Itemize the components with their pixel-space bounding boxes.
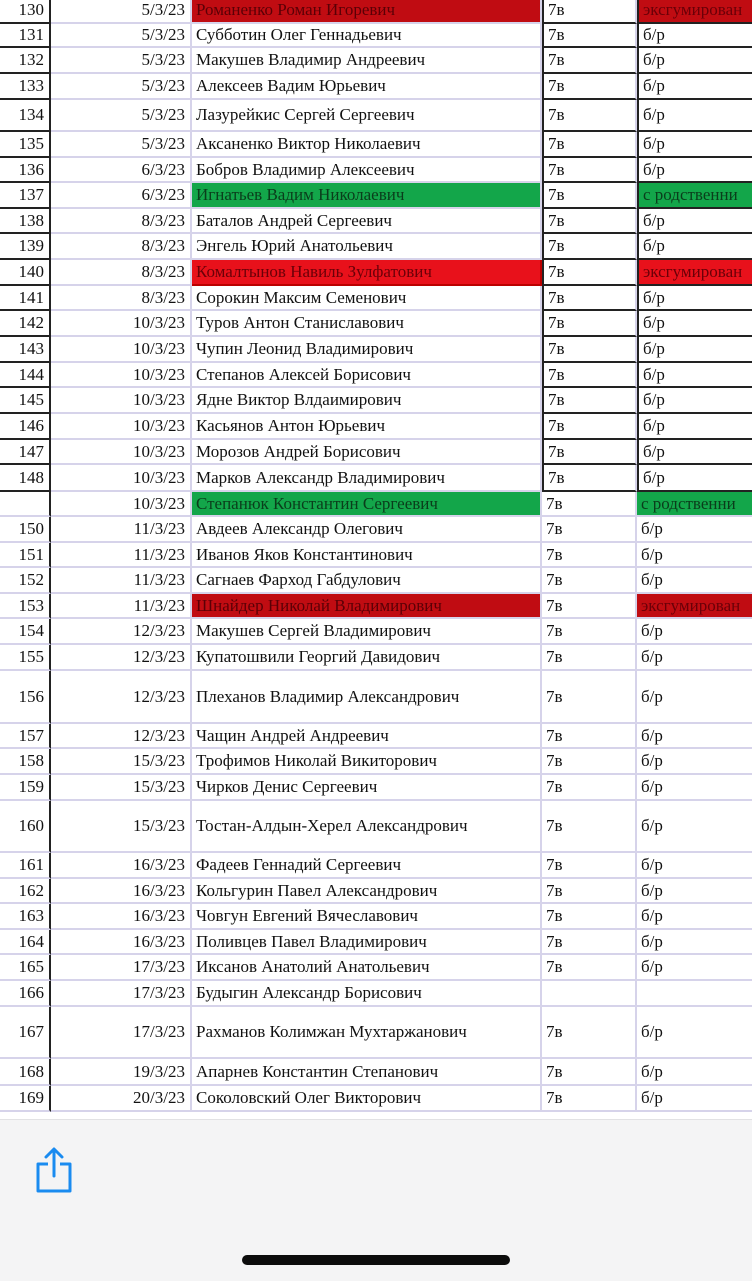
name-cell[interactable]: Степанюк Константин Сергеевич xyxy=(192,492,542,517)
category-cell[interactable]: 7в xyxy=(542,879,637,904)
category-cell[interactable]: 7в xyxy=(542,48,637,74)
date-cell[interactable]: 5/3/23 xyxy=(51,132,192,158)
name-cell[interactable]: Човгун Евгений Вячеславович xyxy=(192,904,542,930)
date-cell[interactable]: 11/3/23 xyxy=(51,594,192,619)
table-row[interactable] xyxy=(0,904,752,930)
table-row[interactable] xyxy=(0,158,752,183)
date-cell[interactable]: 8/3/23 xyxy=(51,260,192,286)
row-number-cell[interactable]: 133 xyxy=(0,74,51,100)
name-cell[interactable]: Плеханов Владимир Александрович xyxy=(192,671,542,724)
date-cell[interactable]: 5/3/23 xyxy=(51,0,192,24)
status-cell[interactable]: эксгумирован xyxy=(637,260,752,286)
status-cell[interactable]: б/р xyxy=(637,853,752,879)
status-cell[interactable]: б/р xyxy=(637,930,752,955)
status-cell[interactable]: б/р xyxy=(637,363,752,388)
date-cell[interactable]: 10/3/23 xyxy=(51,337,192,363)
row-number-cell[interactable]: 140 xyxy=(0,260,51,286)
category-cell[interactable]: 7в xyxy=(542,853,637,879)
row-number-cell[interactable]: 167 xyxy=(0,1007,51,1059)
status-cell[interactable]: б/р xyxy=(637,955,752,981)
date-cell[interactable]: 11/3/23 xyxy=(51,568,192,594)
row-number-cell[interactable]: 138 xyxy=(0,209,51,234)
name-cell[interactable]: Тостан-Алдын-Херел Александрович xyxy=(192,801,542,853)
name-cell[interactable]: Кольгурин Павел Александрович xyxy=(192,879,542,904)
status-cell[interactable]: б/р xyxy=(637,801,752,853)
name-cell[interactable]: Чирков Денис Сергеевич xyxy=(192,775,542,801)
status-cell[interactable]: б/р xyxy=(637,48,752,74)
status-cell[interactable]: б/р xyxy=(637,158,752,183)
name-cell[interactable]: Чащин Андрей Андреевич xyxy=(192,724,542,749)
row-number-cell[interactable]: 141 xyxy=(0,286,51,311)
name-cell[interactable]: Степанов Алексей Борисович xyxy=(192,363,542,388)
category-cell[interactable]: 7в xyxy=(542,337,637,363)
row-number-cell[interactable]: 150 xyxy=(0,517,51,543)
category-cell[interactable]: 7в xyxy=(542,440,637,465)
category-cell[interactable]: 7в xyxy=(542,311,637,337)
status-cell[interactable]: б/р xyxy=(637,234,752,260)
category-cell[interactable]: 7в xyxy=(542,645,637,671)
table-row[interactable] xyxy=(0,48,752,74)
date-cell[interactable]: 5/3/23 xyxy=(51,74,192,100)
name-cell[interactable]: Чупин Леонид Владимирович xyxy=(192,337,542,363)
date-cell[interactable]: 11/3/23 xyxy=(51,517,192,543)
table-row[interactable] xyxy=(0,724,752,749)
category-cell[interactable]: 7в xyxy=(542,930,637,955)
table-row[interactable] xyxy=(0,568,752,594)
status-cell[interactable]: б/р xyxy=(637,879,752,904)
date-cell[interactable]: 5/3/23 xyxy=(51,24,192,48)
category-cell[interactable]: 7в xyxy=(542,568,637,594)
name-cell[interactable]: Романенко Роман Игоревич xyxy=(192,0,542,24)
row-number-cell[interactable]: 168 xyxy=(0,1059,51,1086)
name-cell[interactable]: Макушев Сергей Владимирович xyxy=(192,619,542,645)
category-cell[interactable]: 7в xyxy=(542,260,637,286)
row-number-cell[interactable]: 154 xyxy=(0,619,51,645)
category-cell[interactable]: 7в xyxy=(542,724,637,749)
category-cell[interactable]: 7в xyxy=(542,100,637,132)
name-cell[interactable]: Будыгин Александр Борисович xyxy=(192,981,542,1007)
row-number-cell[interactable]: 166 xyxy=(0,981,51,1007)
date-cell[interactable]: 17/3/23 xyxy=(51,955,192,981)
row-number-cell[interactable]: 161 xyxy=(0,853,51,879)
name-cell[interactable]: Субботин Олег Геннадьевич xyxy=(192,24,542,48)
date-cell[interactable]: 12/3/23 xyxy=(51,645,192,671)
category-cell[interactable]: 7в xyxy=(542,543,637,568)
date-cell[interactable]: 17/3/23 xyxy=(51,1007,192,1059)
category-cell[interactable]: 7в xyxy=(542,465,637,492)
table-row[interactable] xyxy=(0,337,752,363)
name-cell[interactable]: Лазурейкис Сергей Сергеевич xyxy=(192,100,542,132)
date-cell[interactable]: 17/3/23 xyxy=(51,981,192,1007)
date-cell[interactable]: 6/3/23 xyxy=(51,183,192,209)
name-cell[interactable]: Сорокин Максим Семенович xyxy=(192,286,542,311)
table-row[interactable] xyxy=(0,132,752,158)
row-number-cell[interactable]: 165 xyxy=(0,955,51,981)
category-cell[interactable]: 7в xyxy=(542,132,637,158)
date-cell[interactable]: 16/3/23 xyxy=(51,904,192,930)
date-cell[interactable]: 12/3/23 xyxy=(51,724,192,749)
category-cell[interactable]: 7в xyxy=(542,158,637,183)
row-number-cell[interactable]: 139 xyxy=(0,234,51,260)
row-number-cell[interactable]: 156 xyxy=(0,671,51,724)
name-cell[interactable]: Комалтынов Навиль Зулфатович xyxy=(192,260,542,286)
table-row[interactable] xyxy=(0,517,752,543)
date-cell[interactable]: 8/3/23 xyxy=(51,209,192,234)
row-number-cell[interactable]: 155 xyxy=(0,645,51,671)
table-row[interactable] xyxy=(0,1007,752,1059)
table-row[interactable] xyxy=(0,100,752,132)
category-cell[interactable]: 7в xyxy=(542,492,637,517)
table-row[interactable] xyxy=(0,1059,752,1086)
date-cell[interactable]: 8/3/23 xyxy=(51,286,192,311)
status-cell[interactable]: б/р xyxy=(637,414,752,440)
category-cell[interactable]: 7в xyxy=(542,1007,637,1059)
row-number-cell[interactable]: 145 xyxy=(0,388,51,414)
status-cell[interactable] xyxy=(637,981,752,1007)
date-cell[interactable]: 15/3/23 xyxy=(51,749,192,775)
name-cell[interactable]: Апарнев Константин Степанович xyxy=(192,1059,542,1086)
date-cell[interactable]: 15/3/23 xyxy=(51,775,192,801)
category-cell[interactable]: 7в xyxy=(542,594,637,619)
category-cell[interactable]: 7в xyxy=(542,183,637,209)
row-number-cell[interactable]: 157 xyxy=(0,724,51,749)
table-row[interactable] xyxy=(0,981,752,1007)
row-number-cell[interactable]: 162 xyxy=(0,879,51,904)
status-cell[interactable]: с родственни xyxy=(637,183,752,209)
date-cell[interactable]: 11/3/23 xyxy=(51,543,192,568)
name-cell[interactable]: Соколовский Олег Викторович xyxy=(192,1086,542,1112)
row-number-cell[interactable]: 152 xyxy=(0,568,51,594)
row-number-cell[interactable]: 136 xyxy=(0,158,51,183)
status-cell[interactable]: б/р xyxy=(637,619,752,645)
status-cell[interactable]: эксгумирован xyxy=(637,594,752,619)
date-cell[interactable]: 10/3/23 xyxy=(51,311,192,337)
row-number-cell[interactable]: 148 xyxy=(0,465,51,492)
table-row[interactable] xyxy=(0,930,752,955)
category-cell[interactable]: 7в xyxy=(542,286,637,311)
status-cell[interactable]: б/р xyxy=(637,1007,752,1059)
category-cell[interactable]: 7в xyxy=(542,801,637,853)
name-cell[interactable]: Бобров Владимир Алексеевич xyxy=(192,158,542,183)
category-cell[interactable]: 7в xyxy=(542,955,637,981)
status-cell[interactable]: б/р xyxy=(637,724,752,749)
date-cell[interactable]: 10/3/23 xyxy=(51,440,192,465)
row-number-cell[interactable]: 147 xyxy=(0,440,51,465)
date-cell[interactable]: 5/3/23 xyxy=(51,48,192,74)
date-cell[interactable]: 5/3/23 xyxy=(51,100,192,132)
name-cell[interactable]: Игнатьев Вадим Николаевич xyxy=(192,183,542,209)
table-row[interactable] xyxy=(0,24,752,48)
name-cell[interactable]: Энгель Юрий Анатольевич xyxy=(192,234,542,260)
name-cell[interactable]: Ядне Виктор Влдаимирович xyxy=(192,388,542,414)
row-number-cell[interactable]: 164 xyxy=(0,930,51,955)
status-cell[interactable]: б/р xyxy=(637,775,752,801)
table-row[interactable] xyxy=(0,440,752,465)
table-row[interactable] xyxy=(0,879,752,904)
row-number-cell[interactable]: 143 xyxy=(0,337,51,363)
date-cell[interactable]: 16/3/23 xyxy=(51,930,192,955)
name-cell[interactable]: Туров Антон Станиславович xyxy=(192,311,542,337)
category-cell[interactable]: 7в xyxy=(542,388,637,414)
name-cell[interactable]: Фадеев Геннадий Сергеевич xyxy=(192,853,542,879)
category-cell[interactable]: 7в xyxy=(542,671,637,724)
status-cell[interactable]: б/р xyxy=(637,388,752,414)
status-cell[interactable]: б/р xyxy=(637,568,752,594)
status-cell[interactable]: б/р xyxy=(637,440,752,465)
share-icon xyxy=(34,1146,74,1194)
category-cell[interactable]: 7в xyxy=(542,24,637,48)
date-cell[interactable]: 12/3/23 xyxy=(51,619,192,645)
status-cell[interactable]: б/р xyxy=(637,100,752,132)
category-cell[interactable]: 7в xyxy=(542,904,637,930)
table-row[interactable] xyxy=(0,775,752,801)
row-number-cell[interactable]: 158 xyxy=(0,749,51,775)
row-number-cell[interactable]: 159 xyxy=(0,775,51,801)
table-row[interactable] xyxy=(0,363,752,388)
table-row[interactable] xyxy=(0,234,752,260)
name-cell[interactable]: Баталов Андрей Сергеевич xyxy=(192,209,542,234)
status-cell[interactable]: б/р xyxy=(637,904,752,930)
date-cell[interactable]: 16/3/23 xyxy=(51,879,192,904)
name-cell[interactable]: Алексеев Вадим Юрьевич xyxy=(192,74,542,100)
category-cell[interactable]: 7в xyxy=(542,414,637,440)
status-cell[interactable]: б/р xyxy=(637,209,752,234)
name-cell[interactable]: Купатошвили Георгий Давидович xyxy=(192,645,542,671)
date-cell[interactable]: 10/3/23 xyxy=(51,465,192,492)
status-cell[interactable]: б/р xyxy=(637,337,752,363)
status-cell[interactable]: б/р xyxy=(637,132,752,158)
name-cell[interactable]: Иванов Яков Константинович xyxy=(192,543,542,568)
table-row[interactable] xyxy=(0,955,752,981)
table-row[interactable] xyxy=(0,260,752,286)
bottom-toolbar xyxy=(0,1119,752,1281)
table-row[interactable] xyxy=(0,645,752,671)
date-cell[interactable]: 10/3/23 xyxy=(51,363,192,388)
date-cell[interactable]: 10/3/23 xyxy=(51,414,192,440)
status-cell[interactable]: б/р xyxy=(637,749,752,775)
row-number-cell[interactable]: 163 xyxy=(0,904,51,930)
table-row[interactable] xyxy=(0,311,752,337)
status-cell[interactable]: б/р xyxy=(637,24,752,48)
category-cell[interactable]: 7в xyxy=(542,74,637,100)
category-cell[interactable]: 7в xyxy=(542,234,637,260)
row-number-cell[interactable]: 132 xyxy=(0,48,51,74)
table-row[interactable] xyxy=(0,465,752,492)
name-cell[interactable]: Сагнаев Фарход Габдулович xyxy=(192,568,542,594)
row-number-cell[interactable]: 134 xyxy=(0,100,51,132)
category-cell[interactable]: 7в xyxy=(542,619,637,645)
row-number-cell[interactable]: 130 xyxy=(0,0,51,24)
name-cell[interactable]: Касьянов Антон Юрьевич xyxy=(192,414,542,440)
table-row[interactable] xyxy=(0,492,752,517)
status-cell[interactable]: эксгумирован xyxy=(637,0,752,24)
category-cell[interactable]: 7в xyxy=(542,517,637,543)
table-row[interactable] xyxy=(0,801,752,853)
category-cell[interactable]: 7в xyxy=(542,209,637,234)
status-cell[interactable]: б/р xyxy=(637,1059,752,1086)
name-cell[interactable]: Рахманов Колимжан Мухтаржанович xyxy=(192,1007,542,1059)
table-row[interactable] xyxy=(0,1086,752,1112)
status-cell[interactable]: б/р xyxy=(637,74,752,100)
category-cell[interactable]: 7в xyxy=(542,1086,637,1112)
row-number-cell[interactable]: 153 xyxy=(0,594,51,619)
row-number-cell[interactable]: 131 xyxy=(0,24,51,48)
date-cell[interactable]: 16/3/23 xyxy=(51,853,192,879)
status-cell[interactable]: б/р xyxy=(637,1086,752,1112)
name-cell[interactable]: Авдеев Александр Олегович xyxy=(192,517,542,543)
name-cell[interactable]: Иксанов Анатолий Анатольевич xyxy=(192,955,542,981)
table-row[interactable] xyxy=(0,209,752,234)
name-cell[interactable]: Морозов Андрей Борисович xyxy=(192,440,542,465)
date-cell[interactable]: 10/3/23 xyxy=(51,388,192,414)
table-row[interactable] xyxy=(0,414,752,440)
name-cell[interactable]: Шнайдер Николай Владимирович xyxy=(192,594,542,619)
name-cell[interactable]: Аксаненко Виктор Николаевич xyxy=(192,132,542,158)
category-cell[interactable]: 7в xyxy=(542,363,637,388)
status-cell[interactable]: б/р xyxy=(637,671,752,724)
date-cell[interactable]: 12/3/23 xyxy=(51,671,192,724)
row-number-cell[interactable]: 146 xyxy=(0,414,51,440)
status-cell[interactable]: б/р xyxy=(637,543,752,568)
share-button[interactable] xyxy=(34,1146,74,1194)
row-number-cell[interactable]: 142 xyxy=(0,311,51,337)
row-number-cell[interactable] xyxy=(0,492,51,517)
name-cell[interactable]: Марков Александр Владимирович xyxy=(192,465,542,492)
status-cell[interactable]: б/р xyxy=(637,645,752,671)
table-row[interactable] xyxy=(0,388,752,414)
name-cell[interactable]: Макушев Владимир Андреевич xyxy=(192,48,542,74)
row-number-cell[interactable]: 151 xyxy=(0,543,51,568)
table-row[interactable] xyxy=(0,594,752,619)
table-row[interactable] xyxy=(0,749,752,775)
table-row[interactable] xyxy=(0,286,752,311)
date-cell[interactable]: 6/3/23 xyxy=(51,158,192,183)
category-cell[interactable]: 7в xyxy=(542,0,637,24)
date-cell[interactable]: 8/3/23 xyxy=(51,234,192,260)
category-cell[interactable]: 7в xyxy=(542,775,637,801)
date-cell[interactable]: 10/3/23 xyxy=(51,492,192,517)
table-row[interactable] xyxy=(0,74,752,100)
table-row[interactable] xyxy=(0,671,752,724)
row-number-cell[interactable]: 169 xyxy=(0,1086,51,1112)
status-cell[interactable]: б/р xyxy=(637,311,752,337)
home-indicator[interactable] xyxy=(242,1255,510,1265)
row-number-cell[interactable]: 135 xyxy=(0,132,51,158)
status-cell[interactable]: с родственни xyxy=(637,492,752,517)
date-cell[interactable]: 19/3/23 xyxy=(51,1059,192,1086)
row-number-cell[interactable]: 160 xyxy=(0,801,51,853)
category-cell[interactable]: 7в xyxy=(542,749,637,775)
table-row[interactable] xyxy=(0,543,752,568)
date-cell[interactable]: 20/3/23 xyxy=(51,1086,192,1112)
status-cell[interactable]: б/р xyxy=(637,465,752,492)
date-cell[interactable]: 15/3/23 xyxy=(51,801,192,853)
name-cell[interactable]: Трофимов Николай Викиторович xyxy=(192,749,542,775)
status-cell[interactable]: б/р xyxy=(637,286,752,311)
table-row[interactable] xyxy=(0,183,752,209)
row-number-cell[interactable]: 137 xyxy=(0,183,51,209)
status-cell[interactable]: б/р xyxy=(637,517,752,543)
table-row[interactable] xyxy=(0,0,752,24)
row-number-cell[interactable]: 144 xyxy=(0,363,51,388)
table-row[interactable] xyxy=(0,853,752,879)
category-cell[interactable] xyxy=(542,981,637,1007)
table-row[interactable] xyxy=(0,619,752,645)
category-cell[interactable]: 7в xyxy=(542,1059,637,1086)
name-cell[interactable]: Поливцев Павел Владимирович xyxy=(192,930,542,955)
